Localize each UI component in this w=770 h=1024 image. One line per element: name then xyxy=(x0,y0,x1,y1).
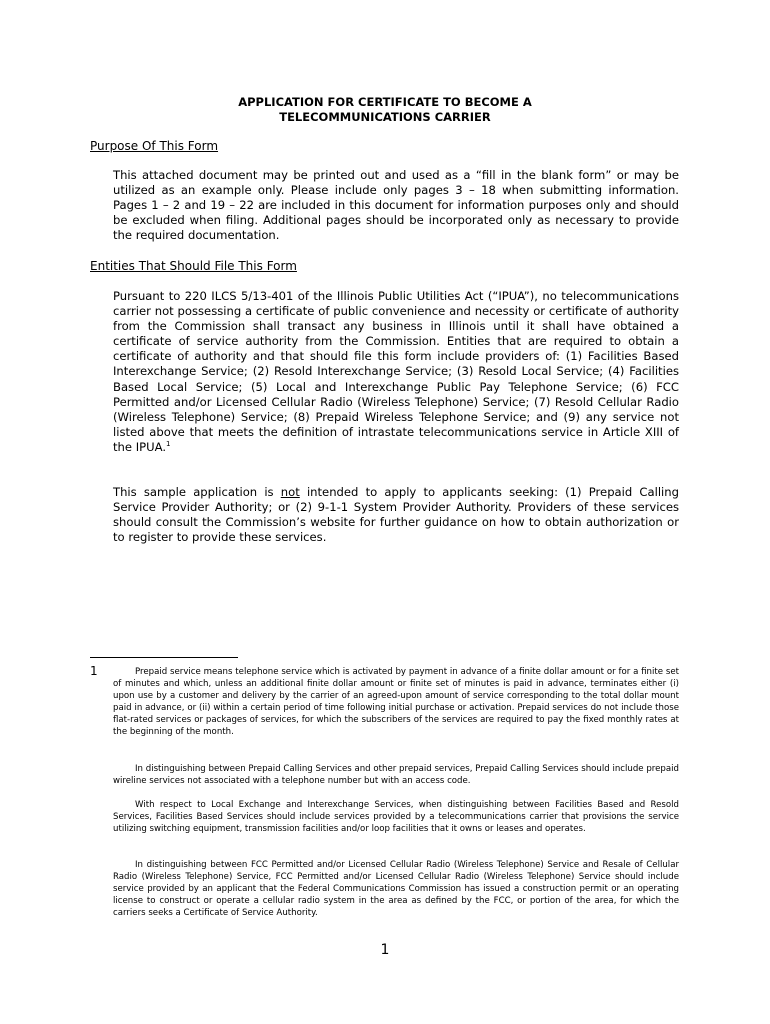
title-line-2: TELECOMMUNICATIONS CARRIER xyxy=(279,110,491,124)
sample-text-before: This sample application is xyxy=(113,485,281,499)
footnote-text-4: In distinguishing between FCC Permitted and/or Licensed Cellular Radio (Wireless Telephone) Service and Resale of Cellular Radio (Wireless Telephone) Service, FCC Permitted and/or Licensed Cellular Radio (Wireless Telephone) Service should include service provided by an applicant that the Federal Communications Commission has issued a construction permit or an operating license to construct or operate a cellular radio system in the area as defined by the FCC, or portion of the area, for which the carriers seeks a Certificate of Service Authority. xyxy=(113,860,679,919)
page-title xyxy=(90,95,680,125)
footnote-number: 1 xyxy=(90,664,98,678)
footnote-text-2: In distinguishing between Prepaid Calling Services and other prepaid services, Prepaid Calling Services should include prepaid wireline services not associated with a telephone number but with an access code. xyxy=(113,764,679,787)
footnote-text-1: Prepaid service means telephone service which is activated by payment in advance of a finite dollar amount or for a finite set of minutes and which, unless an additional finite dollar amount or finite set of minutes is paid in advance, terminates either (i) upon use by a customer and delivery by the carrier of an agreed-upon amount of service corresponding to the total dollar mount paid in advance, or (ii) within a certain period of time following initial purchase or activation. Prepaid services do not include those flat-rated services or packages of services, for which the subscribers of the services are required to pay the fixed monthly rates at the beginning of the month. xyxy=(113,667,679,738)
entities-heading: Entities That Should File This Form xyxy=(90,259,297,273)
entities-paragraph-text: Pursuant to 220 ILCS 5/13-401 of the Illinois Public Utilities Act (“IPUA”), no telecommunications carrier not possessing a certificate of public convenience and necessity or certificate of authority from the Commission shall transact any business in Illinois until it shall have obtained a certificate of service authority from the Commission. Entities that are required to obtain a certificate of authority and that should file this form include providers of: (1) Facilities Based Interexchange Service; (2) Resold Interexchange Service; (3) Resold Local Service; (4) Facilities Based Local Service; (5) Local and Interexchange Public Pay Telephone Service; (6) FCC Permitted and/or Licensed Cellular Radio (Wireless Telephone) Service; (7) Resold Cellular Radio (Wireless Telephone) Service; (8) Prepaid Wireless Telephone Service; and (9) any service not listed above that meets the definition of intrastate telecommunications service in Article XIII of the IPUA. xyxy=(113,289,679,454)
footnote-reference[interactable]: 1 xyxy=(166,440,171,449)
page-number: 1 xyxy=(380,942,390,958)
entities-paragraph xyxy=(113,289,679,455)
footnote-text-3: With respect to Local Exchange and Interexchange Services, when distinguishing between Facilities Based and Resold Services, Facilities Based Services should include services provided by a telecommunications carrier that provisions the service utilizing switching equipment, transmission facilities and/or loop facilities that it owns or leases and operates. xyxy=(113,800,679,835)
footnote-paragraph-2 xyxy=(113,763,679,787)
footnote-paragraph-3 xyxy=(113,799,679,835)
sample-text-not: not xyxy=(280,485,300,499)
sample-paragraph xyxy=(113,485,679,545)
footnote-paragraph-1 xyxy=(113,666,679,739)
footnote-separator xyxy=(90,657,238,658)
sample-text-after: intended to apply to applicants seeking: (1) Prepaid Calling Service Provider Authority; or (2) 9-1-1 System Provider Authority. Providers of these services should consult the Commission’s website for further guidance on how to obtain authorization or to register to provide these services. xyxy=(113,485,679,545)
footnote-paragraph-4 xyxy=(113,859,679,919)
title-line-1: APPLICATION FOR CERTIFICATE TO BECOME A xyxy=(238,95,532,109)
purpose-paragraph: This attached document may be printed out and used as a “fill in the blank form” or may be utilized as an example only. Please include only pages 3 – 18 when submitting information. Pages 1 – 2 and 19 – 22 are included in this document for information purposes only and should be excluded when filing. Additional pages should be incorporated only as necessary to provide the required documentation. xyxy=(113,168,679,243)
purpose-heading: Purpose Of This Form xyxy=(90,139,219,153)
